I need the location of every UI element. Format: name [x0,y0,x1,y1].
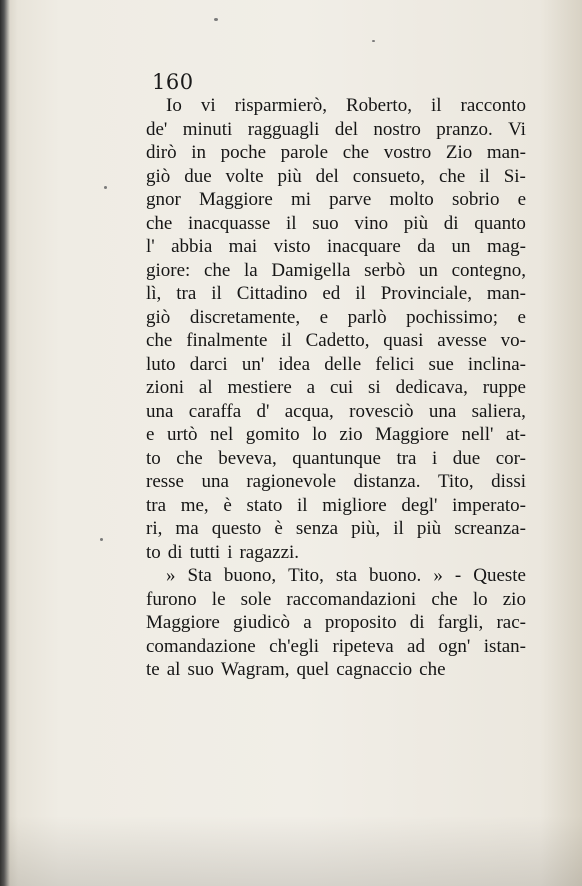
text-line: zioni al mestiere a cui si dedicava, ruppe [146,377,526,398]
paper-speck [100,538,103,541]
body-text [146,94,526,682]
paper-speck [372,40,375,42]
text-line: comandazione ch'egli ripeteva ad ogn' istan- [146,635,526,657]
text-line: » Sta buono, Tito, sta buono. » - Queste [166,565,526,586]
text-line: una caraffa d' acqua, rovesciò una saliera, [146,400,526,422]
paper-speck [104,186,107,189]
text-line: giò discretamente, e parlò pochissimo; e [146,306,526,328]
text-line: Maggiore giudicò a proposito di fargli, rac- [146,612,526,633]
text-line: de' minuti ragguagli del nostro pranzo. Vi [146,118,526,140]
page-shadow [0,816,582,886]
text-line: e urtò nel gomito lo zio Maggiore nell' at- [146,424,526,445]
text-line: che finalmente il Cadetto, quasi avesse vo- [146,330,526,351]
text-line: resse una ragionevole distanza. Tito, dissi [146,471,526,492]
paper-speck [214,18,218,21]
text-line: lì, tra il Cittadino ed il Provinciale, man- [146,283,526,304]
page-number: 160 [152,70,194,94]
text-line: Io vi risparmierò, Roberto, il racconto [166,95,526,116]
text-line: che inacquasse il suo vino più di quanto [146,212,526,234]
text-line: luto darci un' idea delle felici sue inclina- [146,353,526,375]
text-line: to che beveva, quantunque tra i due cor- [146,447,526,469]
text-line: ri, ma questo è senza più, il più screanza- [146,518,526,539]
text-line: giore: che la Damigella serbò un contegno, [146,259,526,281]
page-binding-edge [0,0,10,886]
text-line: to di tutti i ragazzi. [146,541,300,563]
text-line: te al suo Wagram, quel cagnaccio che [146,659,446,680]
text-line: gnor Maggiore mi parve molto sobrio e [146,189,526,210]
text-line: tra me, è stato il migliore degl' imperato- [146,494,526,516]
text-line: giò due volte più del consueto, che il Si- [146,165,526,187]
text-line: furono le sole raccomandazioni che lo zio [146,588,526,610]
text-line: dirò in poche parole che vostro Zio man- [146,142,526,163]
text-line: l' abbia mai visto inacquare da un mag- [146,236,526,257]
